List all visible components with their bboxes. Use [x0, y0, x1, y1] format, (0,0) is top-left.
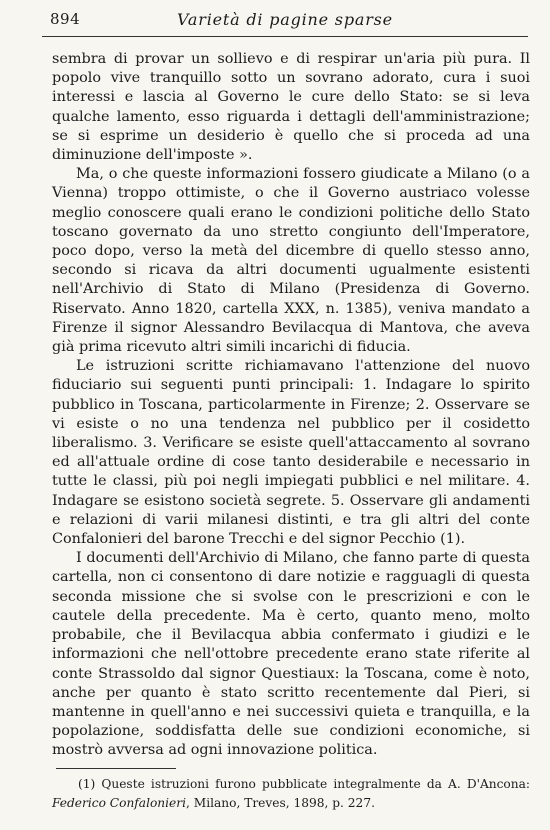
footnote-book-title: Federico Confalonieri	[52, 796, 186, 810]
paragraph-instructions: Le istruzioni scritte richiamavano l'attenzione del nuovo fiduciario sui seguenti punti principali: 1. Indagare lo spirito pubblico in Toscana, particolarmente in Firenze; 2. Osservare se vi esiste o no una tendenza nel pubblico per il cosidetto liberalismo. 3. Verificare se esiste quell'attaccamento al sovrano ed all'attuale ordine di cose tanto desiderabile e necessario in tutte le classi, più poi negli impiegati pubblici e nel militare. 4. Indagare se esistono società segrete. 5. Osservare gli andamenti e relazioni di varii milanesi distinti, e tra gli altri del conte Confalonieri del barone Trecchi e del signor Pecchio (1).	[52, 358, 530, 548]
body-text	[52, 50, 530, 761]
running-title: Varietà di pagine sparse	[177, 10, 393, 29]
paragraph-continuation: sembra di provar un sollievo e di respirar un'aria più pura. Il popolo vive tranquillo sotto un sovrano adorato, cura i suoi interessi e lascia al Governo le cure dello Stato: se si leva qualche lamento, esso riguarda i dettagli dell'amministrazione; se si esprime un desiderio è quello che si proceda ad una diminuzione dell'imposte ».	[52, 51, 530, 164]
header-rule	[42, 36, 528, 37]
paragraph-documents: I documenti dell'Archivio di Milano, che fanno parte di questa cartella, non ci consentono di dare notizie e ragguagli di questa seconda missione che si svolse con le prescrizioni e con le cautele della precedente. Ma è certo, quanto meno, molto probabile, che il Bevilacqua abbia confermato i giudizi e le informazioni che nell'ottobre precedente erano state riferite al conte Strassoldo dal signor Questiaux: la Toscana, come è noto, anche per quanto è stato scritto recentemente dal Pieri, si mantenne in quell'anno e nei successivi quieta e tranquilla, e la popolazione, soddisfatta delle sue condizioni economiche, si mostrò avversa ad ogni innovazione politica.	[52, 550, 530, 759]
page-header	[42, 8, 528, 34]
footnote-text-after: , Milano, Treves, 1898, p. 227.	[186, 796, 375, 810]
footnote-rule	[56, 768, 176, 769]
page-number: 894	[50, 10, 81, 28]
footnote	[52, 775, 530, 813]
footnote-text-before: (1) Queste istruzioni furono pubblicate integralmente da A. D'Ancona:	[78, 777, 530, 791]
paragraph-mission-bevilacqua: Ma, o che queste informazioni fossero giudicate a Milano (o a Vienna) troppo ottimiste, o che il Governo austriaco volesse meglio conoscere quali erano le condizioni politiche dello Stato toscano governato da uno stretto congiunto dell'Imperatore, poco dopo, verso la metà del dicembre di quello stesso anno, secondo si ricava da altri documenti ugualmente esistenti nell'Archivio di Stato di Milano (Presidenza di Governo. Riservato. Anno 1820, cartella XXX, n. 1385), veniva mandato a Firenze il signor Alessandro Bevilacqua di Mantova, che aveva già prima ricevuto altri simili incarichi di fiducia.	[52, 166, 530, 356]
